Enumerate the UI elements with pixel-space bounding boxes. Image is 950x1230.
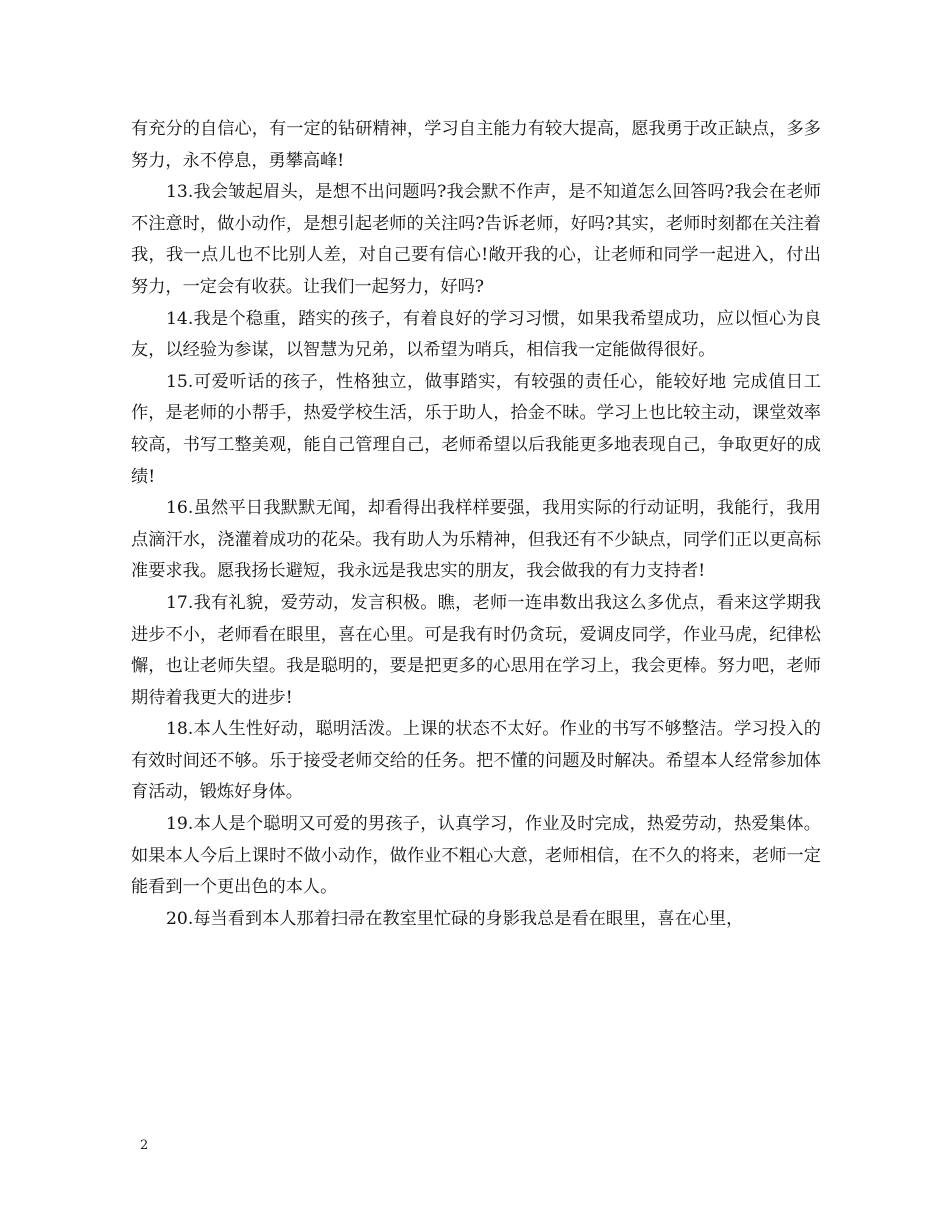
paragraph-19: 19.本人是个聪明又可爱的男孩子，认真学习，作业及时完成，热爱劳动，热爱集体。如果本人今后上课时不做小动作，做作业不粗心大意，老师相信，在不久的将来，老师一定能看到一个更出色的本人。 (131, 814, 821, 898)
paragraph-17: 17.我有礼貌，爱劳动，发言积极。瞧，老师一连串数出我这么多优点，看来这学期我进步不小，老师看在眼里，喜在心里。可是我有时仍贪玩，爱调皮同学，作业马虎，纪律松懈，也让老师失望。我是聪明的，要是把更多的心思用在学习上，我会更棒。努力吧，老师期待着我更大的进步! (131, 592, 821, 708)
document-body (131, 114, 821, 935)
paragraph-15: 15.可爱听话的孩子，性格独立，做事踏实，有较强的责任心，能较好地 完成值日工作，是老师的小帮手，热爱学校生活，乐于助人，拾金不昧。学习上也比较主动，课堂效率较高，书写工整美观，能自己管理自己，老师希望以后我能更多地表现自己，争取更好的成绩! (131, 371, 821, 487)
paragraph-continuation: 有充分的自信心，有一定的钻研精神，学习自主能力有较大提高，愿我勇于改正缺点，多多努力，永不停息，勇攀高峰! (131, 119, 821, 171)
paragraph-18: 18.本人生性好动，聪明活泼。上课的状态不太好。作业的书写不够整洁。学习投入的有效时间还不够。乐于接受老师交给的任务。把不懂的问题及时解决。希望本人经常参加体育活动，锻炼好身体。 (131, 719, 821, 803)
page-number: 2 (140, 1138, 149, 1153)
paragraph-14: 14.我是个稳重，踏实的孩子，有着良好的学习习惯，如果我希望成功，应以恒心为良友，以经验为参谋，以智慧为兄弟，以希望为哨兵，相信我一定能做得很好。 (131, 308, 821, 361)
paragraph-16: 16.虽然平日我默默无闻，却看得出我样样要强，我用实际的行动证明，我能行，我用点滴汗水，浇灌着成功的花朵。我有助人为乐精神，但我还有不少缺点，同学们正以更高标准要求我。愿我扬长避短，我永远是我忠实的朋友，我会做我的有力支持者! (131, 498, 821, 582)
paragraph-13: 13.我会皱起眉头，是想不出问题吗?我会默不作声，是不知道怎么回答吗?我会在老师不注意时，做小动作，是想引起老师的关注吗?告诉老师，好吗?其实，老师时刻都在关注着我，我一点儿也不比别人差，对自己要有信心!敞开我的心，让老师和同学一起进入，付出努力，一定会有收获。让我们一起努力，好吗? (131, 182, 821, 297)
paragraph-20: 20.每当看到本人那着扫帚在教室里忙碌的身影我总是看在眼里，喜在心里， (166, 908, 744, 929)
